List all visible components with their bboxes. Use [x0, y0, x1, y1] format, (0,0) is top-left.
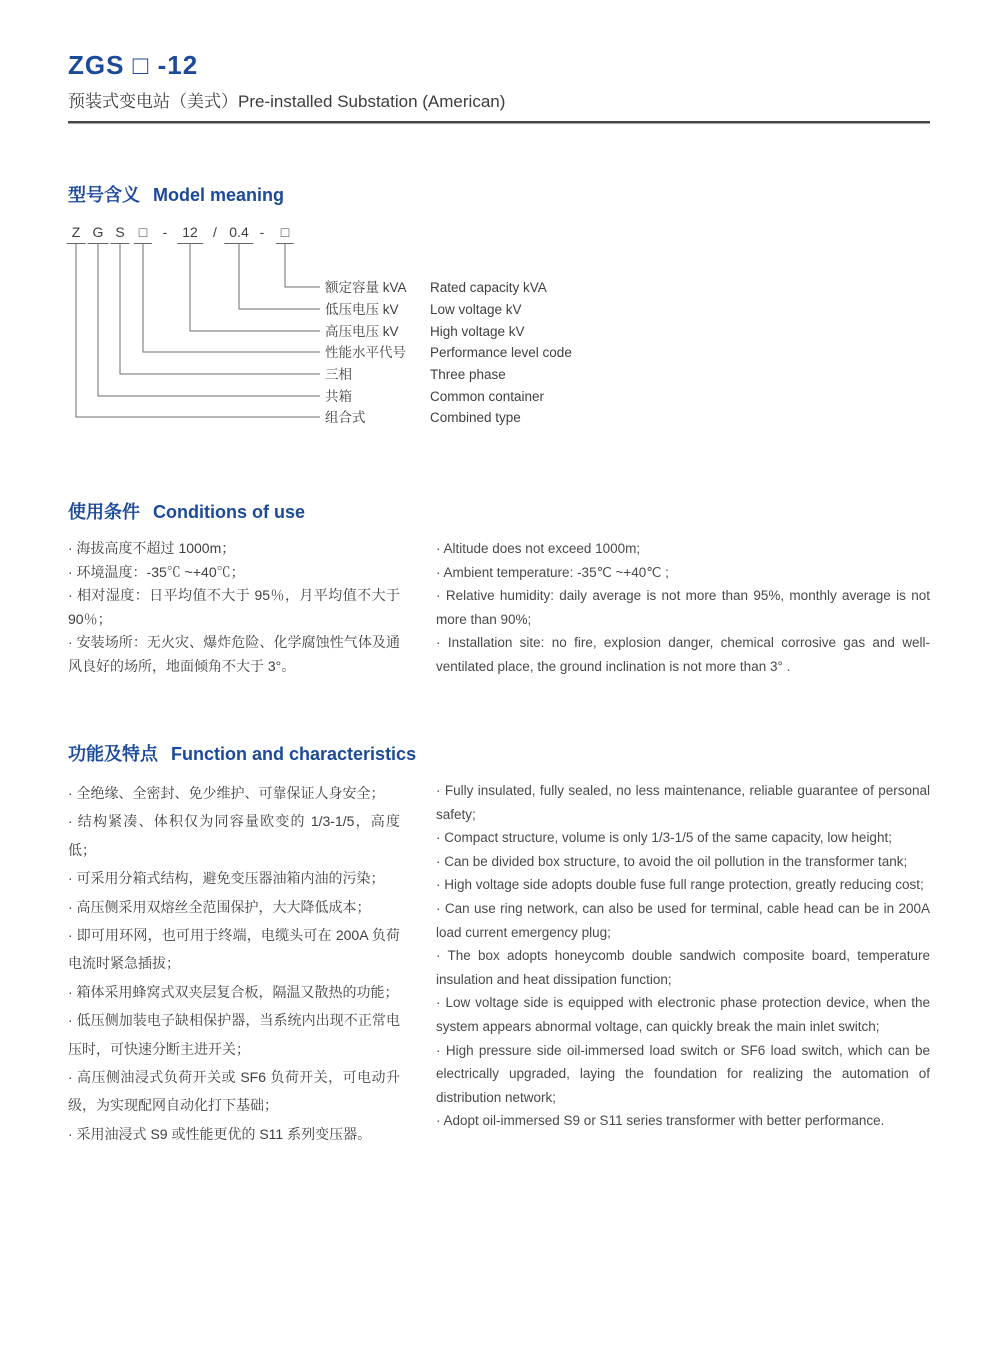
- code-part: 12: [177, 223, 203, 244]
- condition-item: · Ambient temperature: -35℃ ~+40℃ ;: [436, 564, 669, 580]
- section-heading-en: Conditions of use: [153, 502, 306, 522]
- features-column-zh: [68, 779, 400, 1148]
- section-heading-model-meaning: [68, 181, 930, 207]
- feature-item: · Low voltage side is equipped with electronic phase protection device, when the system appears abnormal voltage, can quickly break the main inlet switch;: [436, 995, 930, 1034]
- condition-item: · Installation site: no fire, explosion danger, chemical corrosive gas and well-ventilated place, the ground inclination is not more than 3° .: [436, 635, 930, 674]
- diagram-label-zh: 共箱: [325, 389, 352, 404]
- condition-item: · 相对湿度：日平均值不大于 95％，月平均值不大于 90％；: [68, 587, 400, 627]
- condition-item: · 安装场所：无火灾、爆炸危险、化学腐蚀性气体及通风良好的场所，地面倾角不大于 3°。: [68, 634, 400, 674]
- diagram-label-en: Performance level code: [430, 345, 572, 360]
- code-part: Z: [67, 223, 86, 244]
- feature-item: · 采用油浸式 S9 或性能更优的 S11 系列变压器。: [68, 1125, 372, 1142]
- conditions-column-en: [436, 537, 930, 678]
- code-part: □: [134, 223, 152, 244]
- header-divider: [68, 121, 930, 124]
- code-part: □: [276, 223, 294, 244]
- code-part: S: [110, 223, 129, 244]
- diagram-label-zh: 额定容量 kVA: [325, 280, 407, 295]
- section-heading-conditions: [68, 498, 930, 524]
- code-separator: -: [162, 224, 168, 240]
- feature-item: · 低压侧加装电子缺相保护器，当系统内出现不正常电压时，可快速分断主进开关；: [68, 1012, 400, 1057]
- condition-item: · Altitude does not exceed 1000m;: [436, 541, 641, 556]
- code-part: 0.4: [224, 223, 253, 244]
- diagram-label-en: Rated capacity kVA: [430, 280, 547, 295]
- section-heading-en: Function and characteristics: [171, 744, 417, 764]
- code-part: G: [88, 223, 109, 244]
- condition-item: · 环境温度：-35℃ ~+40℃；: [68, 563, 245, 580]
- diagram-label-en: Three phase: [430, 367, 506, 382]
- page-title: ZGS □ -12: [68, 50, 199, 80]
- feature-item: · The box adopts honeycomb double sandwich composite board, temperature insulation and heat dissipation function;: [436, 948, 930, 987]
- feature-item: · Compact structure, volume is only 1/3-1/5 of the same capacity, low height;: [436, 830, 892, 846]
- feature-item: · Adopt oil-immersed S9 or S11 series transformer with better performance.: [436, 1113, 885, 1129]
- diagram-label-en: High voltage kV: [430, 324, 525, 339]
- code-separator: -: [259, 224, 265, 240]
- condition-item: · 海拔高度不超过 1000m；: [68, 540, 236, 556]
- feature-item: · 高压侧油浸式负荷开关或 SF6 负荷开关，可电动升级，为实现配网自动化打下基础；: [68, 1069, 400, 1114]
- diagram-label-en: Low voltage kV: [430, 302, 522, 317]
- feature-item: · 箱体采用蜂窝式双夹层复合板，隔温又散热的功能；: [68, 983, 399, 1000]
- condition-item: · Relative humidity: daily average is not more than 95%, monthly average is not more than 90%;: [436, 588, 930, 627]
- diagram-label-en: Common container: [430, 389, 545, 404]
- section-heading-zh: 功能及特点: [68, 744, 158, 764]
- feature-item: · Can be divided box structure, to avoid the oil pollution in the transformer tank;: [436, 853, 908, 869]
- feature-item: · High pressure side oil-immersed load switch or SF6 load switch, which can be electrically upgraded, laying the foundation for realizing the automation of distribution network;: [436, 1042, 930, 1105]
- section-heading-zh: 使用条件: [68, 502, 140, 522]
- diagram-label-zh: 高压电压 kV: [325, 324, 399, 339]
- diagram-label-zh: 低压电压 kV: [325, 302, 399, 317]
- features-column-en: [436, 779, 930, 1148]
- feature-item: · 可采用分箱式结构，避免变压器油箱内油的污染；: [68, 870, 385, 887]
- code-separator: /: [213, 224, 217, 240]
- feature-item: · 即可用环网，也可用于终端，电缆头可在 200A 负荷电流时紧急插拔；: [68, 927, 400, 972]
- conditions-columns: [68, 537, 930, 678]
- feature-item: · 全绝缘、全密封、免少维护、可靠保证人身安全；: [68, 785, 385, 801]
- page-subtitle: 预装式变电站（美式）Pre-installed Substation (American): [68, 92, 506, 111]
- section-heading-en: Model meaning: [153, 185, 285, 205]
- features-columns: [68, 779, 930, 1148]
- diagram-label-en: Combined type: [430, 410, 521, 425]
- diagram-label-zh: 三相: [325, 367, 352, 382]
- feature-item: · Can use ring network, can also be used for terminal, cable head can be in 200A load current emergency plug;: [436, 900, 930, 940]
- feature-item: · High voltage side adopts double fuse full range protection, greatly reducing cost;: [436, 877, 924, 893]
- feature-item: · Fully insulated, fully sealed, no less maintenance, reliable guarantee of personal safety;: [436, 783, 930, 822]
- section-heading-features: [68, 740, 930, 766]
- model-code-diagram: [68, 223, 930, 441]
- section-heading-zh: 型号含义: [68, 185, 140, 205]
- diagram-label-zh: 组合式: [325, 410, 366, 425]
- conditions-column-zh: [68, 537, 400, 678]
- feature-item: · 高压侧采用双熔丝全范围保护，大大降低成本；: [68, 898, 371, 915]
- feature-item: · 结构紧凑、体积仅为同容量欧变的 1/3-1/5，高度低；: [68, 813, 400, 858]
- diagram-label-zh: 性能水平代号: [325, 345, 406, 360]
